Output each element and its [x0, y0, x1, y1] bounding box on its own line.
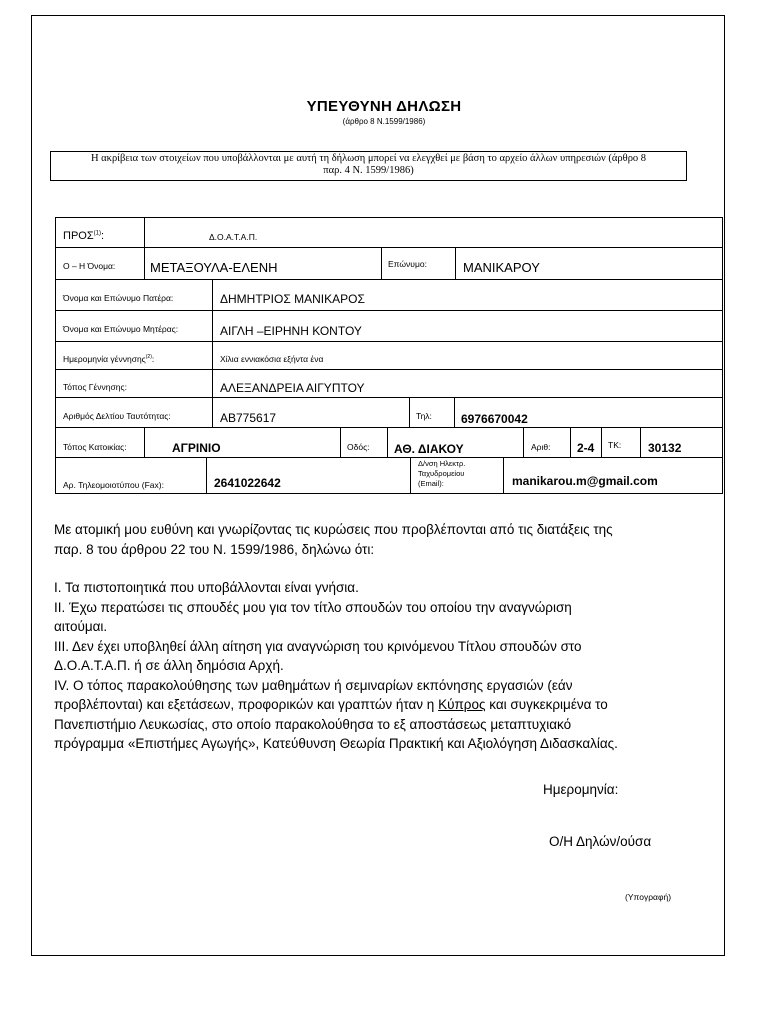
birth-date-field[interactable] [212, 342, 722, 369]
declarant-label: Ο/Η Δηλών/ούσα [549, 834, 652, 849]
personal-details-form [55, 217, 723, 494]
surname-value: ΜΑΝΙΚΑΡΟΥ [463, 260, 540, 275]
father-label: Όνομα και Επώνυμο Πατέρα: [63, 293, 174, 303]
row-fax-email [56, 458, 722, 493]
father-value: ΔΗΜΗΤΡΙΟΣ ΜΑΝΙΚΑΡΟΣ [220, 292, 365, 306]
fax-label: Αρ. Τηλεομοιοτύπου (Fax): [63, 480, 164, 490]
signature-label: (Υπογραφή) [625, 892, 672, 902]
id-card-value: ΑΒ775617 [220, 411, 277, 425]
row-residence [56, 428, 722, 458]
father-field[interactable] [212, 280, 722, 310]
first-name-label: Ο – Η Όνομα: [63, 261, 116, 271]
mother-label: Όνομα και Επώνυμο Μητέρας: [63, 324, 179, 334]
birth-place-field[interactable] [212, 370, 722, 397]
row-mother [56, 311, 722, 342]
residence-field[interactable] [144, 428, 340, 457]
accuracy-notice [50, 151, 687, 181]
fax-value: 2641022642 [214, 476, 281, 490]
row-birth-place [56, 370, 722, 398]
postcode-label: ΤΚ: [608, 440, 622, 450]
email-value: manikarou.m@gmail.com [512, 474, 658, 488]
phone-value: 6976670042 [461, 412, 528, 426]
id-card-field[interactable] [212, 398, 409, 427]
street-field[interactable] [387, 428, 523, 457]
declaration-item-2: ΙΙ. Έχω περατώσει τις σπουδές μου για τον τίτλο σπουδών του οποίου την αναγνώριση αιτούμαι. [54, 599, 572, 634]
row-id-card [56, 398, 722, 428]
email-field[interactable] [503, 458, 722, 493]
mother-value: ΑΙΓΛΗ –ΕΙΡΗΝΗ ΚΟΝΤΟΥ [220, 324, 362, 338]
row-father [56, 280, 722, 311]
birth-date-value: Χίλια εννιακόσια εξήντα ένα [220, 354, 324, 364]
document-title: ΥΠΕΥΘΥΝΗ ΔΗΛΩΣΗ [306, 98, 462, 115]
first-name-value: ΜΕΤΑΞΟΥΛΑ-ΕΛΕΝΗ [150, 260, 278, 275]
street-number-label: Αριθ: [531, 442, 551, 452]
street-label: Οδός: [347, 442, 370, 452]
street-value: ΑΘ. ΔΙΑΚΟΥ [394, 442, 464, 456]
notice-line-1: Η ακρίβεια των στοιχείων που υποβάλλονται με αυτή τη δήλωση μπορεί να ελεγχθεί με βάση το αρχείο άλλων υπηρεσιών (άρθρο 8 [90, 153, 647, 164]
residence-label: Τόπος Κατοικίας: [63, 442, 127, 452]
document-subtitle: (άρθρο 8 Ν.1599/1986) [342, 117, 426, 126]
email-label: Δ/νση Ηλεκτρ. Ταχυδρομείου (Εmail): [418, 459, 466, 488]
row-birth-date [56, 342, 722, 370]
phone-label: Τηλ: [416, 411, 432, 421]
notice-line-2: παρ. 4 Ν. 1599/1986) [323, 165, 414, 176]
residence-value: ΑΓΡΙΝΙΟ [172, 441, 221, 455]
phone-field[interactable] [454, 398, 722, 427]
street-number-value: 2-4 [577, 441, 595, 455]
postcode-field[interactable] [640, 428, 722, 457]
birth-place-label: Τόπος Γέννησης: [63, 382, 127, 392]
declaration-item-4: ΙV. Ο τόπος παρακολούθησης των μαθημάτων ή σεμιναρίων εκπόνησης εργασιών (εάν προβλέπονται) και εξετάσεων, προφορικών και γραπτών ήταν η Κύπρος και συγκεκριμένα το Πανεπιστήμιο Λευκωσίας, στο οποίο παρακολούθησα το εξ αποστάσεως μεταπτυχιακό πρόγραμμα «Επιστήμες Αγωγής», Κατεύθυνση Θεωρία Πρακτική και Αξιολόγηση Διδασκαλίας. [54, 677, 618, 751]
recipient-value: Δ.Ο.Α.Τ.Α.Π. [209, 232, 258, 242]
row-name [56, 248, 722, 280]
street-number-field[interactable] [570, 428, 601, 457]
declaration-item-1: Ι. Τα πιστοποιητικά που υποβάλλονται είναι γνήσια. [54, 580, 359, 595]
surname-field[interactable] [455, 248, 722, 279]
declaration-items [54, 578, 714, 754]
fax-field[interactable] [206, 458, 410, 493]
mother-field[interactable] [212, 311, 722, 341]
id-card-label: Αριθμός Δελτίου Ταυτότητας: [63, 411, 171, 421]
birth-date-label: Ημερομηνία γέννησης$^{(2)}$: [63, 354, 155, 364]
row-recipient [56, 218, 722, 248]
recipient-label: ΠΡΟΣ$^{(1)}$: [63, 230, 105, 242]
date-label: Ημερομηνία: [543, 782, 619, 797]
country-underlined: Κύπρος [438, 697, 486, 712]
declaration-item-3: ΙΙΙ. Δεν έχει υποβληθεί άλλη αίτηση για αναγνώριση του κρινόμενου Τίτλου σπουδών στο Δ.Ο.Α.Τ.Α.Π. ή σε άλλη δημόσια Αρχή. [54, 638, 582, 673]
birth-place-value: ΑΛΕΞΑΝΔΡΕΙΑ ΑΙΓΥΠΤΟΥ [220, 381, 365, 395]
surname-label: Επώνυμο: [388, 259, 427, 269]
first-name-field[interactable] [144, 248, 381, 279]
postcode-value: 30132 [648, 441, 682, 455]
declaration-intro: Με ατομική μου ευθύνη και γνωρίζοντας τις κυρώσεις που προβλέπονται από τις διατάξεις της παρ. 8 του άρθρου 22 του Ν. 1599/1986, δηλώνω ότι: [54, 522, 613, 557]
